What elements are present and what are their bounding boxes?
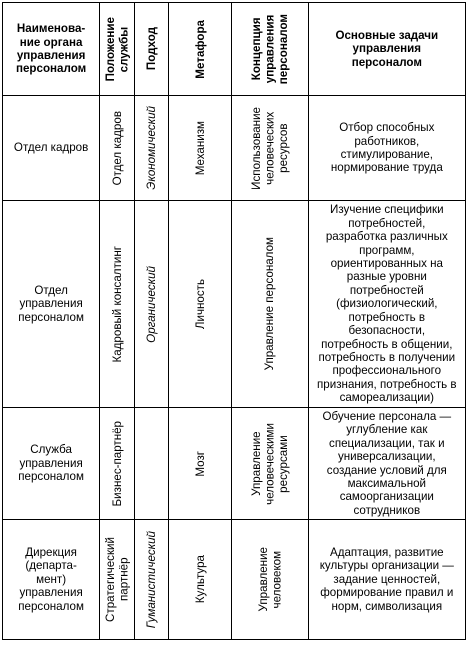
header-name: Наименова- ние органа управления персоналом: [3, 3, 100, 96]
cell-tasks: Изучение специфики потребностей, разработка различных программ, ориентированных на разные уровни потребностей (физиологический, потребность в безопасности, потребность в общении, потребность в получении профессионального признания, потребность в самореализации): [308, 201, 465, 408]
hr-management-table: [2, 2, 466, 640]
cell-approach: Органический: [135, 201, 169, 408]
cell-tasks: Адаптация, развитие культуры организации — задание ценностей, формирование правил и норм, символизация: [308, 520, 465, 640]
header-approach: Подход: [135, 3, 169, 96]
cell-position: Отдел кадров: [100, 96, 135, 201]
header-position: Положение службы: [100, 3, 135, 96]
cell-name: Отдел кадров: [3, 96, 100, 201]
cell-concept: Управление человеком: [232, 520, 308, 640]
cell-approach: [135, 408, 169, 520]
cell-concept: Использование человеческих ресурсов: [232, 96, 308, 201]
cell-metaphor: Культура: [169, 520, 232, 640]
table-row: [3, 201, 466, 408]
cell-position: Кадровый консалтинг: [100, 201, 135, 408]
table-row: [3, 96, 466, 201]
cell-position: Бизнес-партнёр: [100, 408, 135, 520]
table-row: [3, 520, 466, 640]
cell-name: Дирекция (департа- мент) управления персоналом: [3, 520, 100, 640]
header-concept: Концепция управления персоналом: [232, 3, 308, 96]
cell-concept: Управление человеческими ресурсами: [232, 408, 308, 520]
cell-metaphor: Механизм: [169, 96, 232, 201]
header-tasks: Основные задачи управления персоналом: [308, 3, 465, 96]
cell-metaphor: Мозг: [169, 408, 232, 520]
header-row: [3, 3, 466, 96]
cell-tasks: Обучение персонала — углубление как специализации, так и универсализации, создание условий для максимальной самоорганизации сотрудников: [308, 408, 465, 520]
cell-name: Служба управления персоналом: [3, 408, 100, 520]
cell-approach: Гуманистический: [135, 520, 169, 640]
cell-approach: Экономический: [135, 96, 169, 201]
cell-tasks: Отбор способных работников, стимулирование, нормирование труда: [308, 96, 465, 201]
cell-metaphor: Личность: [169, 201, 232, 408]
table-row: [3, 408, 466, 520]
cell-position: Стратегический партнёр: [100, 520, 135, 640]
cell-name: Отдел управления персоналом: [3, 201, 100, 408]
header-metaphor: Метафора: [169, 3, 232, 96]
cell-concept: Управление персоналом: [232, 201, 308, 408]
